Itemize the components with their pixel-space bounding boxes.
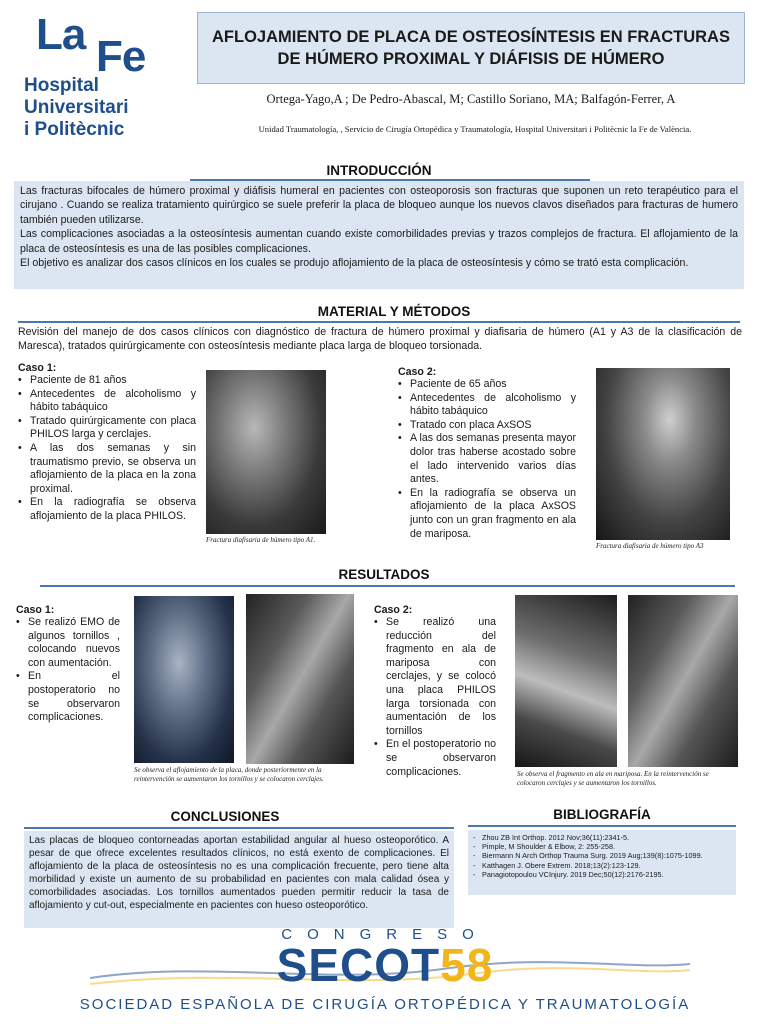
list-item: • A las dos semanas presenta mayor dolor tras haberse acostado sobre el lado intervenido varios días antes. (398, 432, 576, 486)
bibliografia-box (468, 830, 736, 895)
logo-la: La (36, 10, 86, 59)
intro-paragraph-2: Las complicaciones asociadas a la osteosíntesis aumentan cuando existe comorbilidades previas y trazos complejos de fractura. El aflojamiento de la placa de osteosíntesis es una de las posibles complicaciones. (20, 228, 738, 255)
list-item: - Pimple, M Shoulder & Elbow, 2: 255-258. (473, 842, 731, 851)
resultados-caso2-title: Caso 2: (374, 604, 413, 616)
resultados-caso1-list (16, 616, 120, 725)
list-item: - Zhou ZB Int Orthop. 2012 Nov;36(11):2341-5. (473, 833, 731, 842)
xray-image-reintervention-caso2 (628, 595, 738, 767)
list-item: - Katthagen J. Obere Extrem. 2018;13(2):123-129. (473, 861, 731, 870)
authors: Ortega-Yago,A ; De Pedro-Abascal, M; Castillo Soriano, MA; Balfagón-Ferrer, A (266, 92, 676, 106)
conclusiones-rule (24, 827, 454, 829)
logo-line-1: Hospital (24, 75, 99, 96)
list-item: • En el postoperatorio no se observaron complicaciones. (374, 738, 496, 779)
conclusiones-heading: CONCLUSIONES (170, 809, 280, 824)
list-item: • En el postoperatorio no se observaron complicaciones. (16, 670, 120, 724)
affiliation: Unidad Traumatología, , Servicio de Cirugía Ortopédica y Traumatología, Hospital Universitari i Politècnic la Fe de València. (258, 124, 692, 134)
material-caso2 (398, 366, 576, 541)
caption-caso1: Fractura diafisaria de húmero tipo A1. (206, 536, 316, 544)
material-heading: MATERIAL Y MÉTODOS (317, 304, 471, 319)
xray-image-fragment-caso2 (515, 595, 617, 767)
material-caso2-title: Caso 2: (398, 366, 437, 378)
list-item: - Panagiotopoulou VCInjury. 2019 Dec;50(12):2176-2195. (473, 870, 731, 879)
xray-image-loosening-caso1 (134, 596, 234, 763)
footer-secot: SECOT (276, 939, 441, 991)
footer-congreso: CONGRESO (281, 926, 489, 943)
bibliografia-rule (468, 825, 736, 827)
bibliografia-heading: BIBLIOGRAFÍA (553, 807, 651, 822)
list-item: • En la radiografía se observa un aflojamiento de la placa AxSOS junto con un gran fragmento en ala de mariposa. (398, 487, 576, 541)
list-item: • En la radiografía se observa aflojamiento de la placa PHILOS. (18, 496, 196, 523)
poster-title: AFLOJAMIENTO DE PLACA DE OSTEOSÍNTESIS EN FRACTURAS DE HÚMERO PROXIMAL Y DIÁFISIS DE HÚMERO (212, 28, 730, 68)
material-caso1-title: Caso 1: (18, 362, 57, 374)
footer-sociedad: SOCIEDAD ESPAÑOLA DE CIRUGÍA ORTOPÉDICA Y TRAUMATOLOGÍA (79, 996, 691, 1013)
conclusiones-box (24, 831, 454, 928)
xray-image-caso2 (596, 368, 730, 540)
intro-heading: INTRODUCCIÓN (326, 163, 432, 178)
caption-resultados-caso1: Se observa el aflojamiento de la placa, donde posteriormente en la reintervención se aumentaron los tornillos y se colocaron cerclajes. (134, 766, 324, 783)
poster-title-box (197, 12, 745, 84)
list-item: • Se realizó EMO de algunos tornillos , colocando nuevos con aumentación. (16, 616, 120, 670)
material-caso1-list (18, 374, 196, 524)
list-item: - Biermann N Arch Orthop Trauma Surg. 2019 Aug;139(8):1075-1099. (473, 851, 731, 860)
footer-number: 58 (440, 939, 494, 991)
list-item: • A las dos semanas y sin traumatismo previo, se observa un aflojamiento de la placa en la zona proximal. (18, 442, 196, 496)
list-item: • Tratado quirúrgicamente con placa PHILOS larga y cerclajes. (18, 415, 196, 442)
resultados-rule (40, 585, 735, 587)
intro-box (14, 181, 744, 289)
material-caso2-list (398, 378, 576, 541)
bibliografia-list (473, 833, 731, 879)
resultados-caso1-title: Caso 1: (16, 604, 55, 616)
resultados-caso2-list (374, 616, 496, 779)
list-item: • Antecedentes de alcoholismo y hábito tabáquico (18, 388, 196, 415)
resultados-heading: RESULTADOS (338, 567, 430, 582)
resultados-caso1 (16, 604, 120, 725)
list-item: • Se realizó una reducción del fragmento en ala de mariposa con cerclajes, y se colocó una placa PHILOS larga torsionada con aumentación de los tornillos (374, 616, 496, 738)
logo-fe: Fe (96, 32, 146, 81)
caption-caso2: Fractura diafisaria de húmero tipo A3 (596, 542, 704, 550)
list-item: • Paciente de 65 años (398, 378, 576, 392)
list-item: • Antecedentes de alcoholismo y hábito tabáquico (398, 392, 576, 419)
logo-line-3: i Politècnic (24, 119, 125, 140)
material-rule (18, 321, 740, 323)
intro-paragraph-3: El objetivo es analizar dos casos clínicos en los cuales se produjo aflojamiento de la placa de osteosíntesis y cómo se trató esta complicación. (20, 257, 689, 270)
footer-secot-logo (250, 940, 520, 990)
logo-line-2: Universitari (24, 97, 129, 118)
hospital-logo (18, 10, 188, 140)
xray-image-caso1 (206, 370, 326, 534)
caption-resultados-caso2: Se observa el fragmento en ala en mariposa. En la reintervención se colocaron cerclajes y se aumentaron los tornillos. (517, 770, 709, 787)
material-text: Revisión del manejo de dos casos clínicos con diagnóstico de fractura de húmero proximal y diafisaria de húmero (A1 y A3 de la clasificación de Maresca), tratados quirúrgicamente con osteosíntesis mediante placa larga de bloqueo torsionada. (18, 326, 742, 353)
xray-image-reintervention-caso1 (246, 594, 354, 764)
material-caso1 (18, 362, 196, 524)
resultados-caso2 (374, 604, 496, 779)
list-item: • Tratado con placa AxSOS (398, 419, 576, 433)
list-item: • Paciente de 81 años (18, 374, 196, 388)
conclusiones-text: Las placas de bloqueo contorneadas aportan estabilidad angular al hueso osteoporótico. A pesar de que ofrece excelentes resultados clínicos, no está exento de complicaciones. El aflojamiento de la placa de osteosíntesis no es una complicación frecuente, pero tiene alta morbilidad y existe un aumento de su probabilidad en pacientes con mala calidad ósea y comorbilidades asociadas. Los tornillos aumentados pueden permitir reducir la tasa de aflojamiento y cut-out, especialmente en pacientes con hueso osteoporótico. (29, 835, 449, 911)
intro-paragraph-1: Las fracturas bifocales de húmero proximal y diáfisis humeral en pacientes con osteoporosis son fracturas que suponen un reto terapéutico para el cirujano . Cuando se realiza tratamiento quirúrgico se suele preferir la placa de bloqueo aunque los nuevos clavos diseñados para fracturas de humero también pueden utilizarse. (20, 185, 738, 226)
